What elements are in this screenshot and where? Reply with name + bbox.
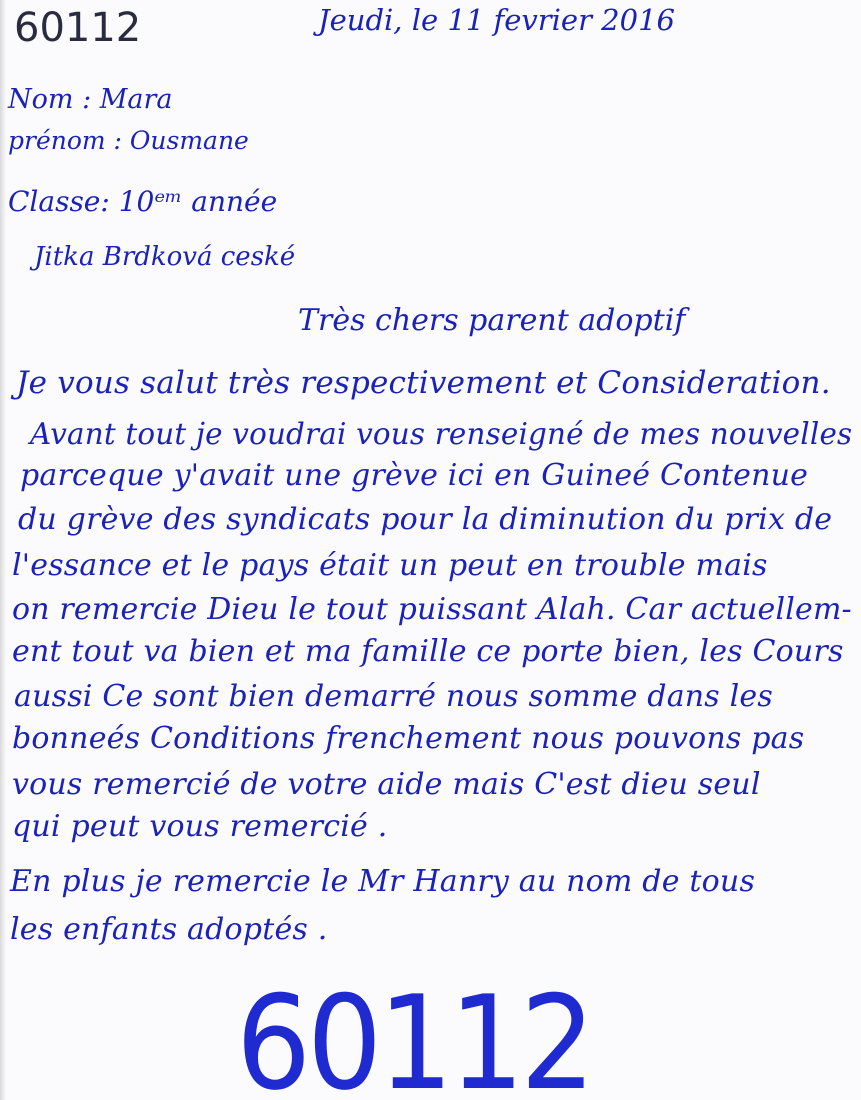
- letter-line: l'essance et le pays était un peut en trouble mais: [12, 548, 768, 583]
- letter-line: ent tout va bien et ma famille ce porte bien, les Cours: [12, 634, 844, 669]
- reference-number-top: 60112: [14, 5, 142, 51]
- letter-line: parceque y'avait une grève ici en Guineé Contenue: [20, 458, 809, 493]
- letter-line: bonneés Conditions frenchement nous pouvons pas: [12, 721, 805, 756]
- letter-line: les enfants adoptés .: [10, 912, 328, 947]
- letter-line: du grève des syndicats pour la diminution du prix de: [18, 502, 833, 537]
- letter-date: Jeudi, le 11 fevrier 2016: [318, 3, 675, 37]
- letter-line: aussi Ce sont bien demarré nous somme dans les: [14, 679, 773, 714]
- student-firstname-field: prénom : Ousmane: [8, 126, 249, 155]
- letter-line: En plus je remercie le Mr Hanry au nom de tous: [10, 864, 756, 899]
- letter-line: Je vous salut très respectivement et Consideration.: [16, 365, 831, 401]
- letter-line: Avant tout je voudrai vous renseigné de mes nouvelles: [30, 417, 853, 452]
- letter-line: qui peut vous remercié .: [12, 809, 388, 844]
- letter-salutation: Très chers parent adoptif: [298, 303, 686, 338]
- sponsor-name: Jitka Brdková ceské: [34, 242, 296, 272]
- paper-edge-shadow: [0, 0, 6, 1100]
- student-name-field: Nom : Mara: [8, 84, 173, 115]
- student-class-field: Classe: 10ᵉᵐ année: [8, 185, 278, 218]
- reference-number-bottom: 60112: [236, 967, 592, 1100]
- letter-line: on remercie Dieu le tout puissant Alah. Car actuellem-: [12, 592, 852, 627]
- letter-line: vous remercié de votre aide mais C'est dieu seul: [12, 767, 761, 802]
